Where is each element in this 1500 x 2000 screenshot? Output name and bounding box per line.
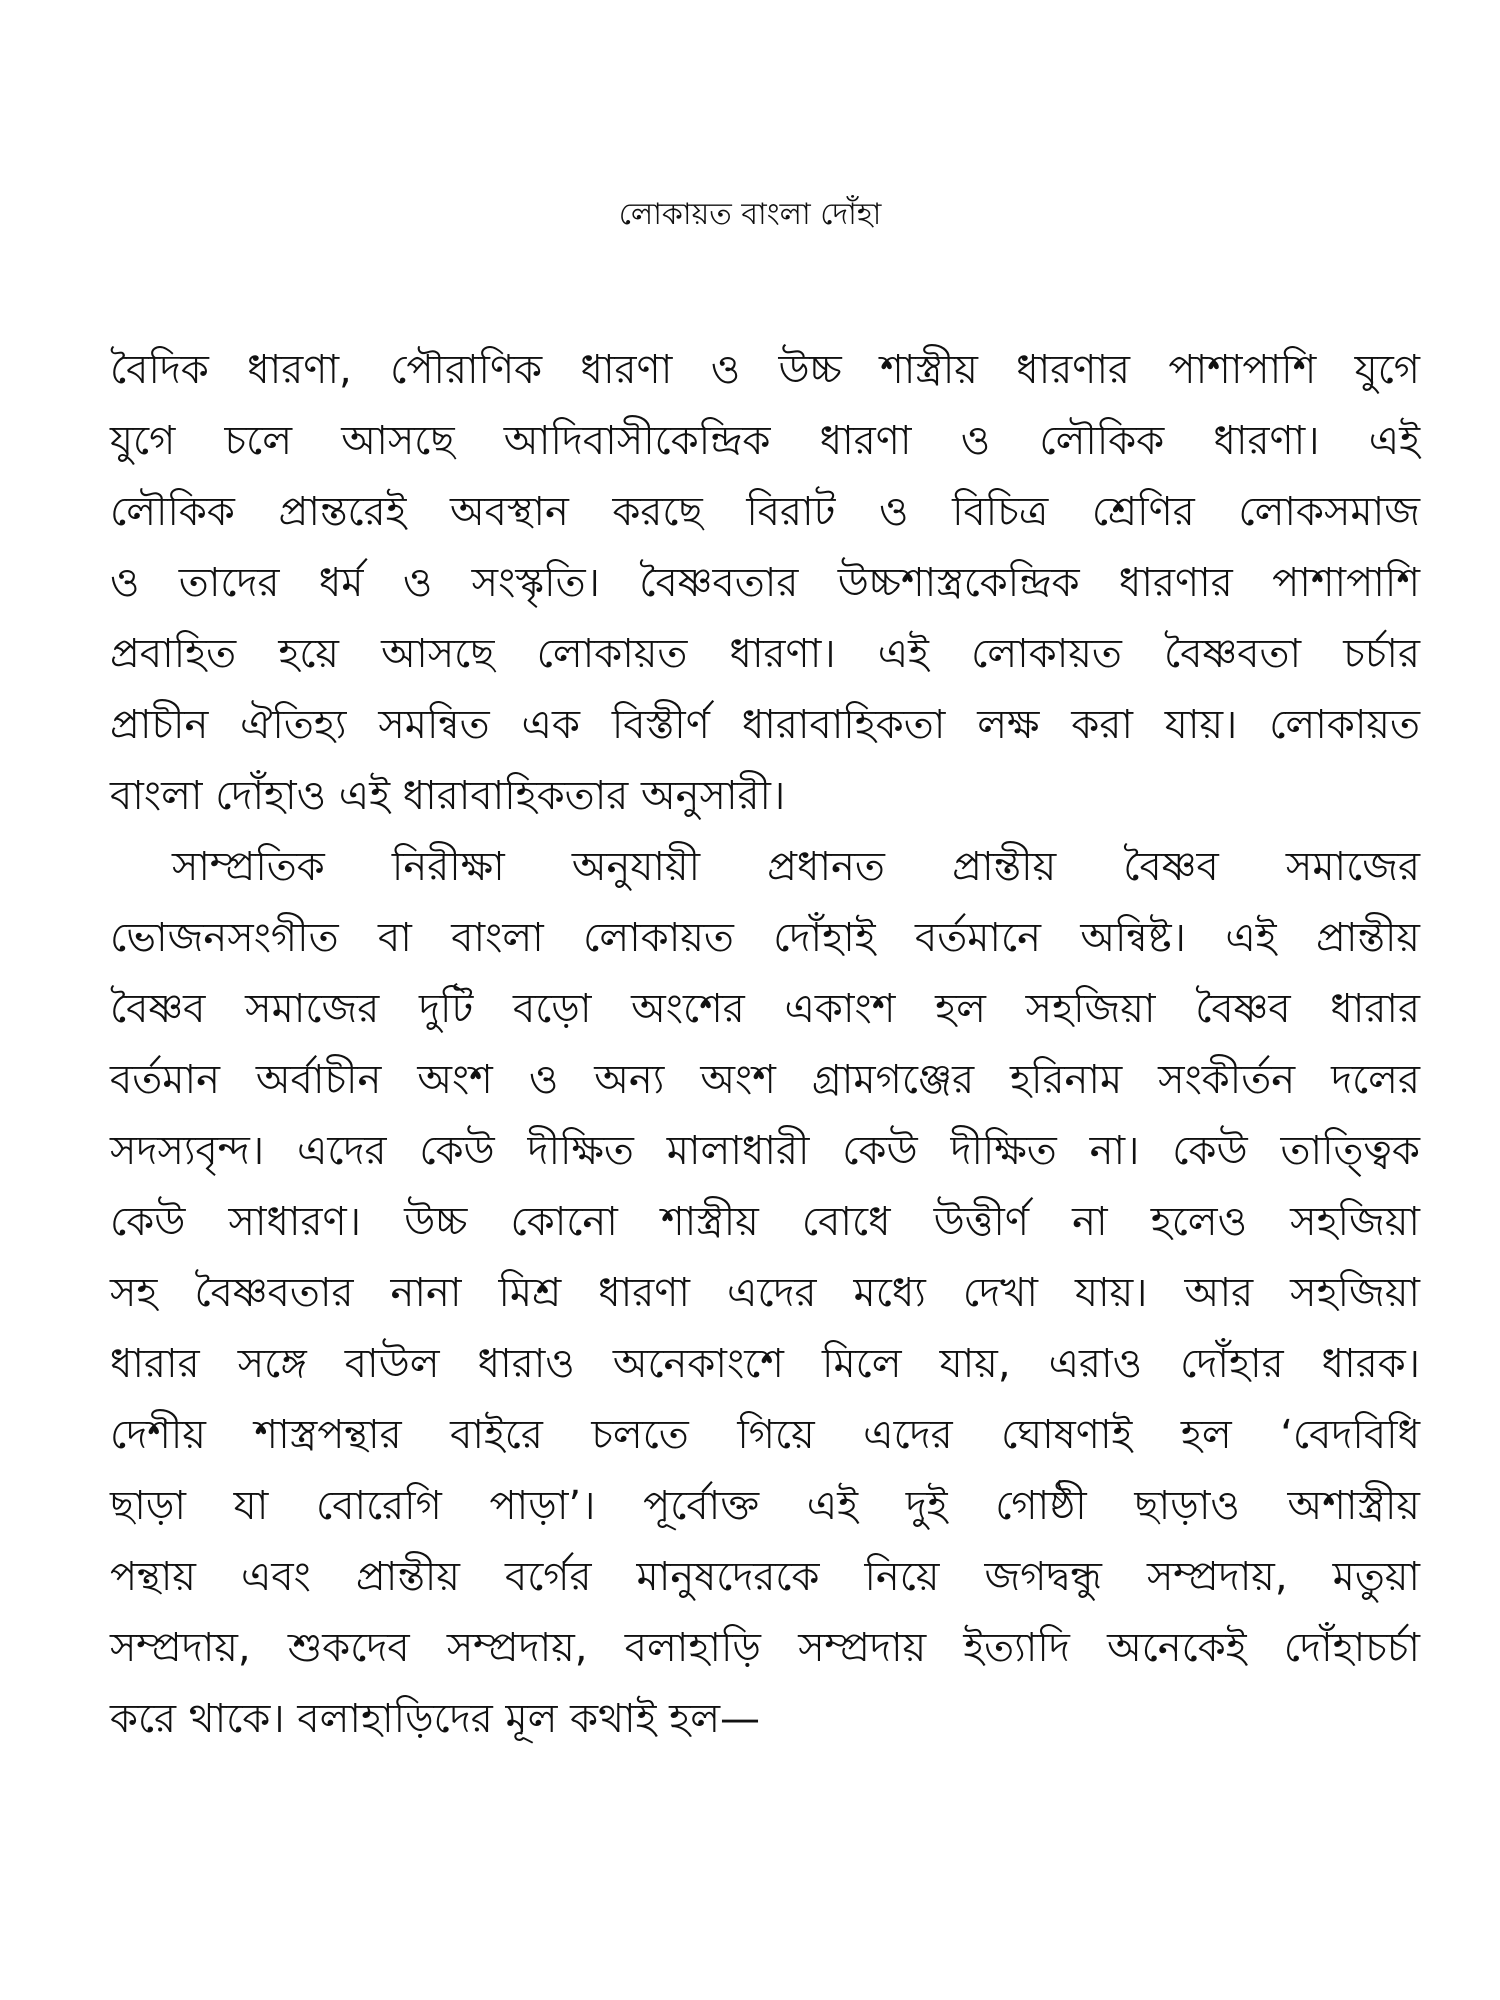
- chapter-title: লোকায়ত বাংলা দোঁহা: [618, 197, 882, 232]
- text-line: বৈদিক ধারণা, পৌরাণিক ধারণা ও উচ্চ শাস্ত্রীয় ধারণার পাশাপাশি যুগে: [110, 347, 1420, 393]
- text-line: ভোজনসংগীত বা বাংলা লোকায়ত দোঁহাই বর্তমানে অন্বিষ্ট। এই প্রান্তীয়: [110, 915, 1420, 961]
- body-text: [110, 335, 1420, 1755]
- text-line: প্রাচীন ঐতিহ্য সমন্বিত এক বিস্তীর্ণ ধারাবাহিকতা লক্ষ করা যায়। লোকায়ত: [110, 702, 1420, 748]
- text-line: সদস্যবৃন্দ। এদের কেউ দীক্ষিত মালাধারী কেউ দীক্ষিত না। কেউ তাত্ত্বিক: [110, 1128, 1420, 1174]
- text-line: বর্তমান অর্বাচীন অংশ ও অন্য অংশ গ্রামগঞ্জের হরিনাম সংকীর্তন দলের: [110, 1057, 1420, 1103]
- text-line: লৌকিক প্রান্তরেই অবস্থান করছে বিরাট ও বিচিত্র শ্রেণির লোকসমাজ: [110, 489, 1420, 535]
- text-line: যুগে চলে আসছে আদিবাসীকেন্দ্রিক ধারণা ও লৌকিক ধারণা। এই: [110, 418, 1420, 464]
- text-line: সহ বৈষ্ণবতার নানা মিশ্র ধারণা এদের মধ্যে দেখা যায়। আর সহজিয়া: [110, 1270, 1420, 1316]
- text-line: কেউ সাধারণ। উচ্চ কোনো শাস্ত্রীয় বোধে উত্তীর্ণ না হলেও সহজিয়া: [110, 1199, 1420, 1245]
- text-line: ও তাদের ধর্ম ও সংস্কৃতি। বৈষ্ণবতার উচ্চশাস্ত্রকেন্দ্রিক ধারণার পাশাপাশি: [110, 560, 1420, 606]
- text-line: ধারার সঙ্গে বাউল ধারাও অনেকাংশে মিলে যায়, এরাও দোঁহার ধারক।: [110, 1341, 1420, 1387]
- text-line: সাম্প্রতিক নিরীক্ষা অনুযায়ী প্রধানত প্রান্তীয় বৈষ্ণব সমাজের: [172, 844, 1420, 890]
- text-line: পন্থায় এবং প্রান্তীয় বর্গের মানুষদেরকে নিয়ে জগদ্বন্ধু সম্প্রদায়, মতুয়া: [110, 1554, 1420, 1600]
- text-line: প্রবাহিত হয়ে আসছে লোকায়ত ধারণা। এই লোকায়ত বৈষ্ণবতা চর্চার: [110, 631, 1420, 677]
- text-line: সম্প্রদায়, শুকদেব সম্প্রদায়, বলাহাড়ি সম্প্রদায় ইত্যাদি অনেকেই দোঁহাচর্চা: [110, 1625, 1420, 1671]
- text-line: বৈষ্ণব সমাজের দুটি বড়ো অংশের একাংশ হল সহজিয়া বৈষ্ণব ধারার: [110, 986, 1420, 1032]
- text-line: বাংলা দোঁহাও এই ধারাবাহিকতার অনুসারী।: [110, 773, 786, 819]
- text-line: দেশীয় শাস্ত্রপন্থার বাইরে চলতে গিয়ে এদের ঘোষণাই হল ‘বেদবিধি: [110, 1412, 1420, 1458]
- text-line: ছাড়া যা বোরেগি পাড়া’। পূর্বোক্ত এই দুই গোষ্ঠী ছাড়াও অশাস্ত্রীয়: [110, 1483, 1420, 1529]
- text-line: করে থাকে। বলাহাড়িদের মূল কথাই হল—: [110, 1696, 760, 1742]
